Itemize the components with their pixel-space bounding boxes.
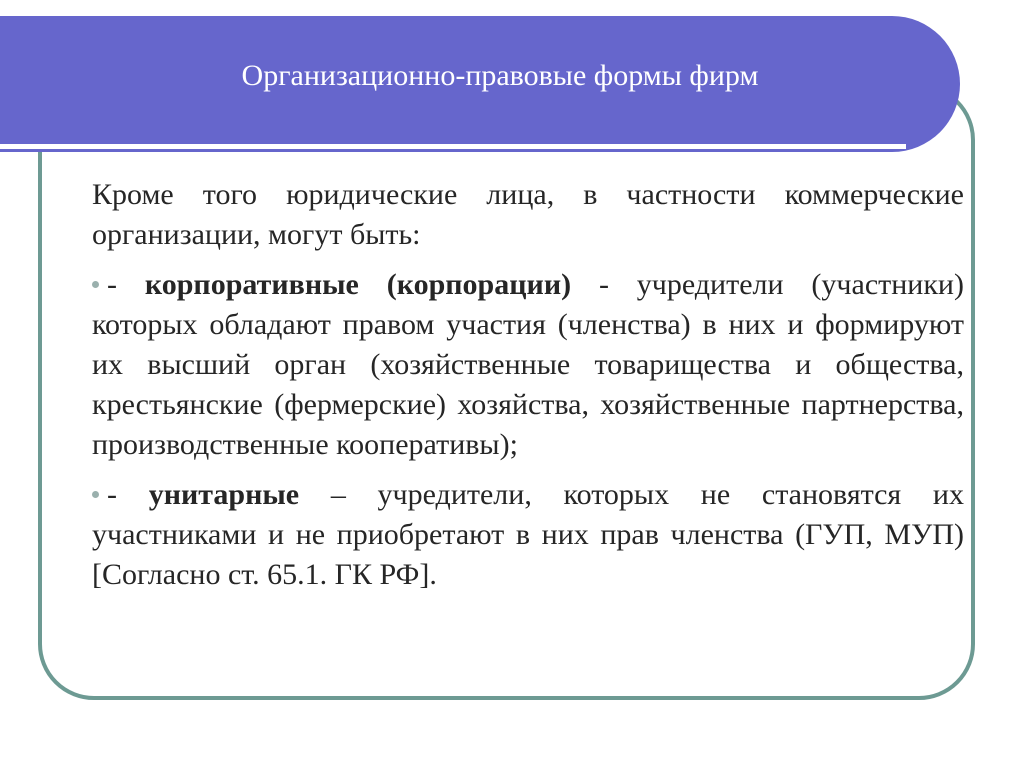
bullet-icon [92,281,99,288]
slide-body [92,175,964,605]
bullet-term: унитарные [148,478,300,511]
slide-title: Организационно-правовые формы фирм [241,59,759,92]
intro-paragraph: Кроме того юридические лица, в частности коммерческие организации, могут быть: [92,178,964,251]
bullet-term: корпоративные (корпорации) [144,268,572,301]
bullet-item-corporate [92,265,964,465]
bullet-prefix: - [107,268,145,301]
bullet-item-unitary [92,475,964,595]
bullet-icon [92,491,99,498]
bullet-text: - учредители (участники) которых обладают правом участия (членства) в них и формируют их высший орган (хозяйственные товарищества и общества, крестьянские (фермерские) хозяйства, хозяйственные партнерства, производственные кооперативы); [92,268,964,461]
bullet-prefix: - [107,478,149,511]
title-underline [0,144,906,149]
bullet-text: – учредители, которых не становятся их участниками и не приобретают в них прав членства (ГУП, МУП) [Согласно ст. 65.1. ГК РФ]. [92,478,964,591]
